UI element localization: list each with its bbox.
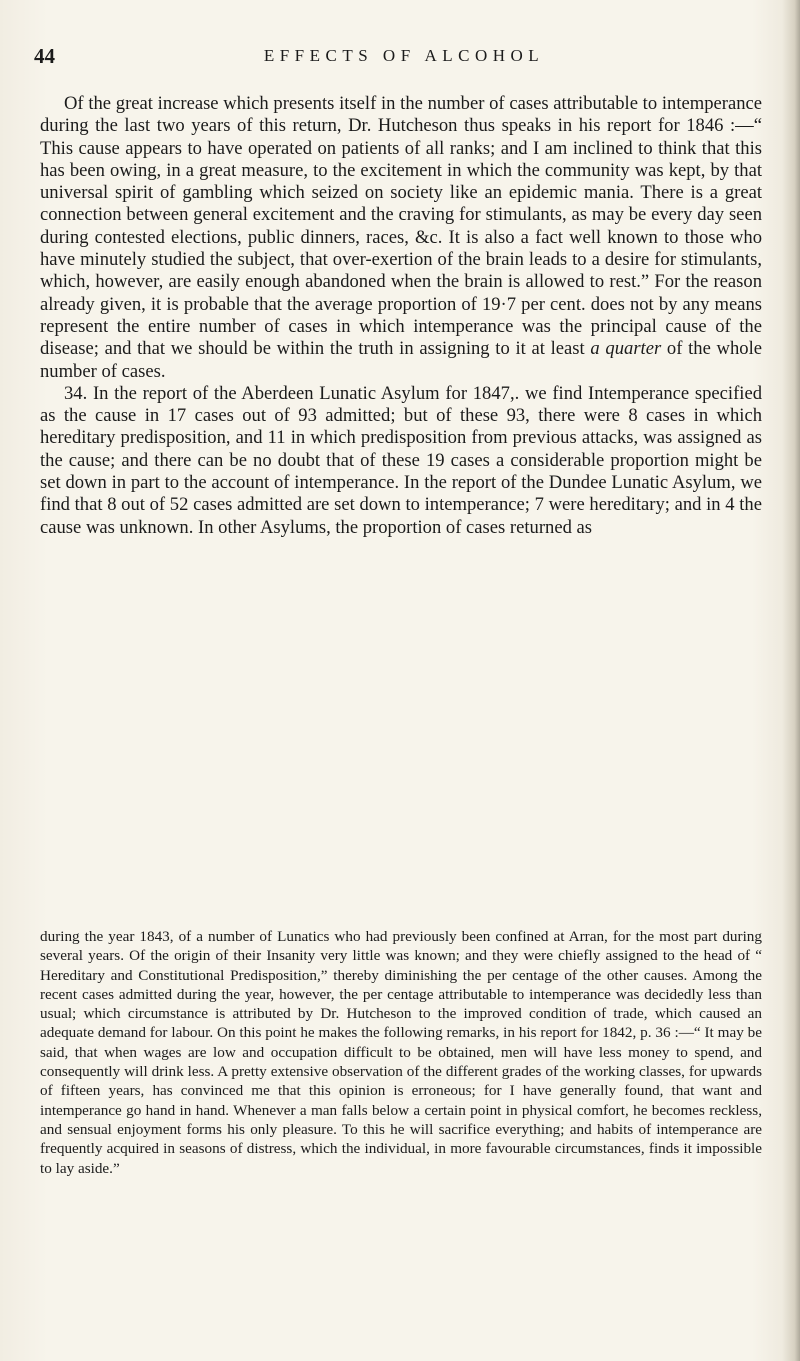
main-text: [40, 93, 762, 539]
page-edge-shadow: [782, 0, 800, 1361]
footnote-text: during the year 1843, of a number of Lunatics who had previously been confined at Arran, for the most part during several years. Of the origin of their Insanity very little was known; and they were chiefly assigned to the head of “ Hereditary and Constitutional Predisposition,” thereby diminishing the per centage of the other causes. Among the recent cases admitted during the year, however, the per centage attributable to intemperance was decidedly less than usual; which circumstance is attributed by Dr. Hutcheson to the improved condition of trade, which caused an adequate demand for labour. On this point he makes the following remarks, in his report for 1842, p. 36 :—“ It may be said, that when wages are low and occupation difficult to be obtained, men will have less money to spend, and consequently will drink less. A pretty extensive observation of the different grades of the working classes, for upwards of fifteen years, has convinced me that this opinion is erroneous; for I have generally found, that want and intemperance go hand in hand. Whenever a man falls below a certain point in physical comfort, he becomes reckless, and sensual enjoyment forms his only pleasure. To this he will sacrifice everything; and habits of intemperance are frequently acquired in seasons of distress, which the individual, in more favourable circumstances, finds it impossible to lay aside.”: [40, 928, 762, 1177]
paragraph-hutcheson-report: [40, 93, 762, 383]
italic-phrase: a quarter: [590, 338, 662, 360]
page-header: [34, 44, 774, 84]
page-number: 44: [34, 44, 55, 68]
paragraph-text-part-2: of the whole number of cases.: [40, 338, 762, 382]
paragraph-text-part-1: Of the great increase which presents itself in the number of cases attributable to intemperance during the last two years of this return, Dr. Hutcheson thus speaks in his report for 1846 :—“ This cause appears to have operated on patients of all ranks; and I am inclined to think that this has been owing, in a great measure, to the excitement in which the community was kept, by that universal spirit of gambling which seized on society like an epidemic mania. There is a great connection between general excitement and the craving for stimulants, as may be every day seen during contested elections, public dinners, races, &c. It is also a fact well known to those who have minutely studied the subject, that over-exertion of the brain leads to a desire for stimulants, which, however, are easily enough abandoned when the brain is allowed to rest.” For the reason already given, it is probable that the average proportion of 19·7 per cent. does not by any means represent the entire number of cases in which intemperance was the principal cause of the disease; and that we should be within the truth in assigning to it at least: [40, 93, 762, 360]
footnote: [40, 927, 762, 1178]
paragraph-aberdeen-dundee: 34. In the report of the Aberdeen Lunatic Asylum for 1847,. we find Intemperance specified as the cause in 17 cases out of 93 admitted; but of these 93, there were 8 cases in which hereditary predisposition, and 11 in which predisposition from previous attacks, was assigned as the cause; and there can be no doubt that of these 19 cases a considerable proportion might be set down in part to the account of intemperance. In the report of the Dundee Lunatic Asylum, we find that 8 out of 52 cases admitted are set down to intemperance; 7 were hereditary; and in 4 the cause was unknown. In other Asylums, the proportion of cases returned as: [40, 382, 762, 538]
running-head: EFFECTS OF ALCOHOL: [263, 46, 545, 65]
